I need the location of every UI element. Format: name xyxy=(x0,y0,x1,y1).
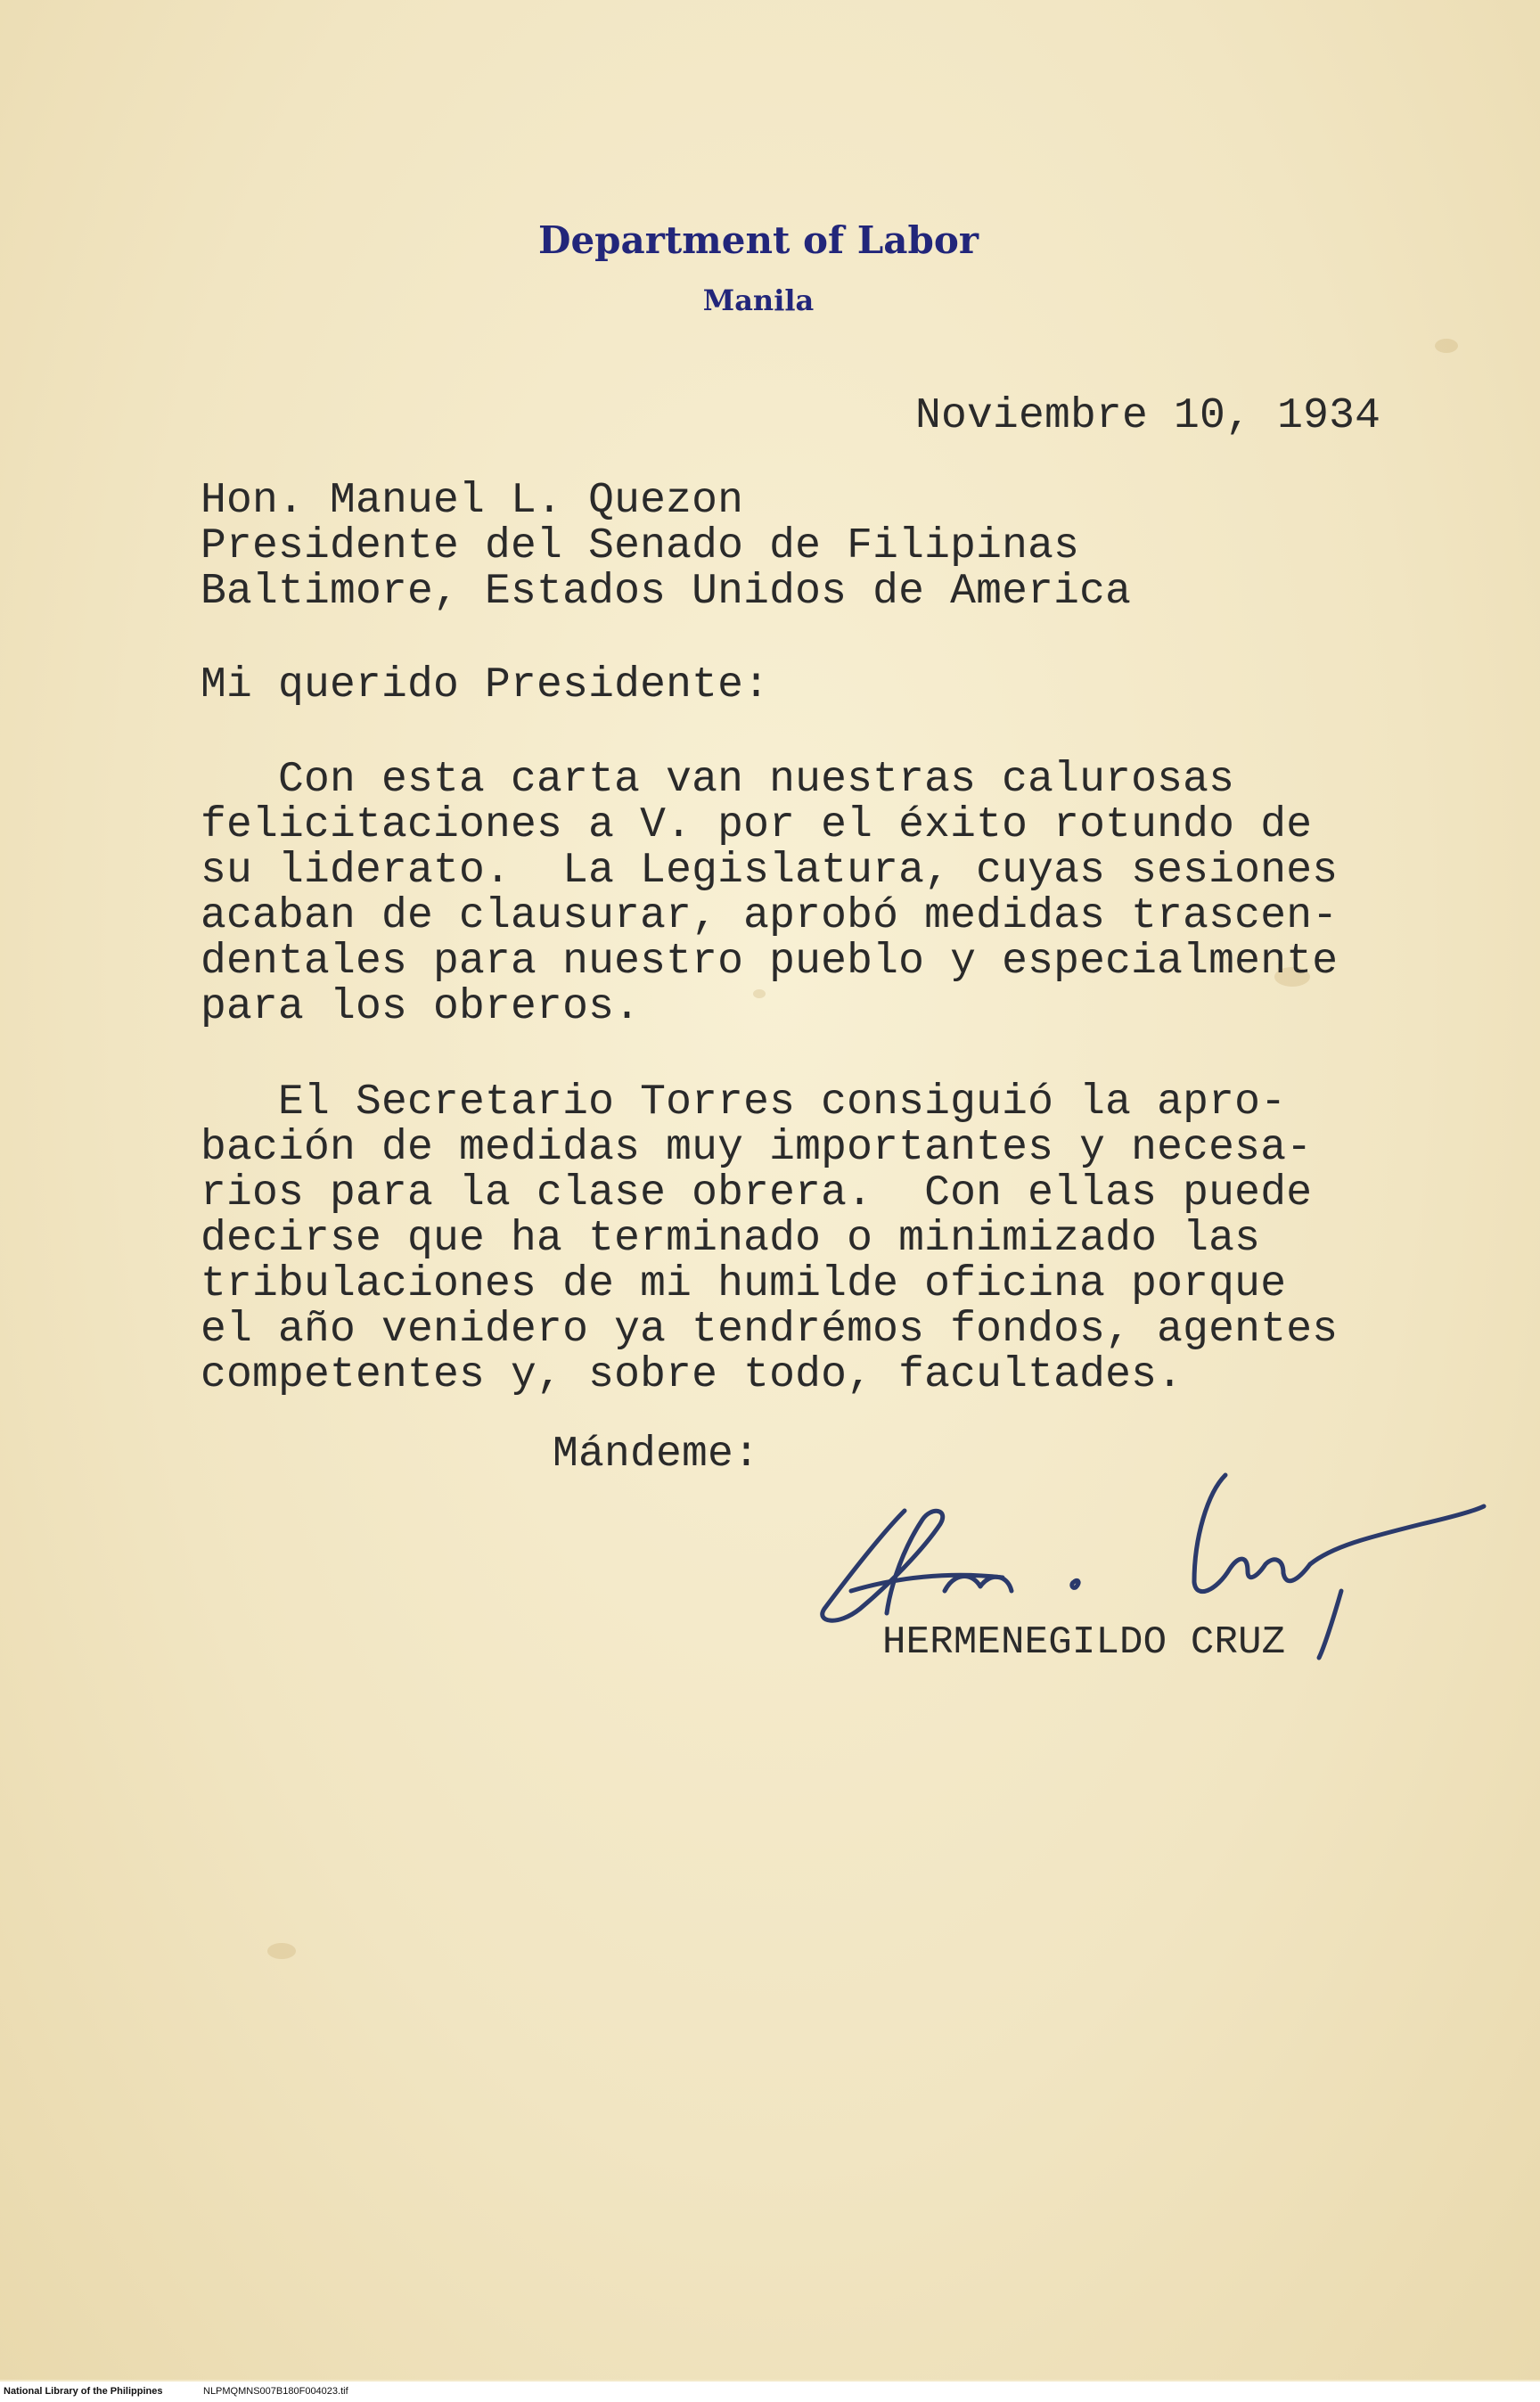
paragraph-line: Con esta carta van nuestras calurosas xyxy=(201,756,1235,804)
salutation: Mi querido Presidente: xyxy=(201,661,770,709)
file-name: NLPMQMNS007B180F004023.tif xyxy=(203,2386,348,2397)
library-credit: National Library of the Philippines xyxy=(4,2386,163,2397)
paragraph-line: tribulaciones de mi humilde oficina porque xyxy=(201,1260,1287,1308)
paragraph-line: bación de medidas muy importantes y necesa- xyxy=(201,1124,1313,1172)
recipient-title: Presidente del Senado de Filipinas xyxy=(201,522,1080,570)
paragraph-line: competentes y, sobre todo, facultades. xyxy=(201,1351,1184,1399)
paragraph-line: felicitaciones a V. por el éxito rotundo de xyxy=(201,801,1313,849)
paragraph-line: rios para la clase obrera. Con ellas puede xyxy=(201,1169,1313,1217)
paper-stain xyxy=(1435,339,1458,353)
letter-date: Noviembre 10, 1934 xyxy=(915,392,1381,440)
recipient-name: Hon. Manuel L. Quezon xyxy=(201,477,744,525)
signatory-name: HERMENEGILDO CRUZ xyxy=(882,1620,1286,1665)
paragraph-line: el año venidero ya tendrémos fondos, agentes xyxy=(201,1306,1339,1354)
paper-stain xyxy=(753,989,766,998)
paper-stain xyxy=(267,1943,296,1959)
letterhead-title: Department of Labor xyxy=(538,218,979,262)
archive-footer xyxy=(0,2382,1540,2402)
paragraph-line: dentales para nuestro pueblo y especialmente xyxy=(201,938,1339,986)
paragraph-line: El Secretario Torres consiguió la apro- xyxy=(201,1078,1287,1127)
paragraph-line: su liderato. La Legislatura, cuyas sesiones xyxy=(201,847,1339,895)
closing: Mándeme: xyxy=(553,1431,760,1479)
paragraph-line: para los obreros. xyxy=(201,983,641,1031)
paragraph-line: acaban de clausurar, aprobó medidas trascen- xyxy=(201,892,1339,940)
paragraph-line: decirse que ha terminado o minimizado las xyxy=(201,1215,1261,1263)
letterhead-city: Manila xyxy=(702,283,815,317)
recipient-location: Baltimore, Estados Unidos de America xyxy=(201,568,1132,616)
